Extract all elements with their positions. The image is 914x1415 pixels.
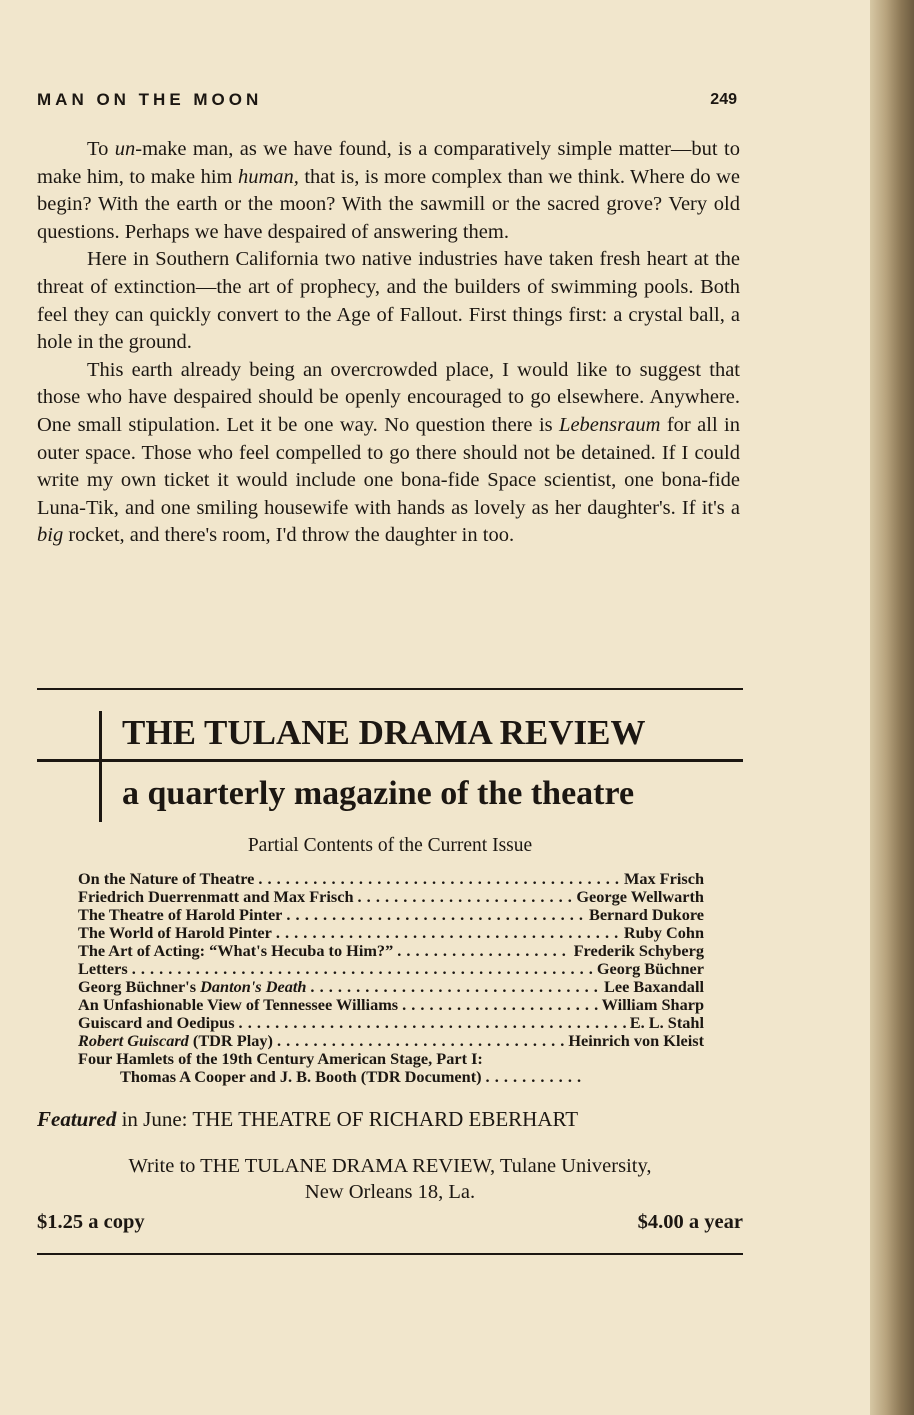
contents-item xyxy=(78,960,704,978)
dot-leader xyxy=(310,978,600,996)
running-head-title: MAN ON THE MOON xyxy=(37,90,263,109)
ad-horizontal-rule xyxy=(37,759,743,762)
price-per-year: $4.00 a year xyxy=(637,1211,743,1233)
featured-line xyxy=(37,1106,743,1132)
contents-item-title xyxy=(78,870,254,888)
italic-text: Lebensraum xyxy=(559,413,661,436)
contents-item-author: Heinrich von Kleist xyxy=(568,1031,704,1050)
italic-text: human, xyxy=(237,165,299,188)
text-run: Here in Southern California two native industries have taken fresh heart at the threat of extinction—the art of prophecy, and the builders of swimming pools. Both feel they can quickly convert to the Age of Fallout. First things first: a crystal ball, a hole in the ground. xyxy=(37,248,740,354)
contents-item xyxy=(78,1014,704,1032)
dot-leader xyxy=(358,888,573,906)
contents-item-author: William Sharp xyxy=(601,995,704,1014)
text-run: -make man, as we have found, is a comparatively simple matter—but to make him, to make him xyxy=(37,138,740,188)
body-text xyxy=(37,136,740,550)
address-line-2: New Orleans 18, La. xyxy=(304,1181,476,1203)
dot-leader xyxy=(276,924,620,942)
body-paragraph xyxy=(37,357,740,550)
dot-leader xyxy=(486,1068,582,1086)
text-run: On the Nature of Theatre xyxy=(78,869,255,888)
address-line-1: Write to THE TULANE DRAMA REVIEW, Tulane University, xyxy=(128,1155,652,1177)
text-run: Friedrich Duerrenmatt and Max Frisch xyxy=(78,887,354,906)
running-head xyxy=(37,88,737,112)
dot-leader xyxy=(402,996,598,1014)
dot-leader xyxy=(258,870,620,888)
text-run: for all in outer space. Those who feel compelled to go there should not be detained. If I could write my own ticket it would include one bona-fide Space scientist, one bona-fide Luna-Tik, and one smiling housewife with hands as lovely as her daughter's. If it's a xyxy=(37,413,741,519)
contents-item-author: Georg Büchner xyxy=(596,959,704,978)
contents-item-title xyxy=(78,960,128,978)
text-run: The Art of Acting: “What's Hecuba to Him?” xyxy=(78,941,394,960)
contents-item-title xyxy=(78,924,272,942)
contents-item-title: Thomas A Cooper and J. B. Booth (TDR Document) xyxy=(120,1067,482,1086)
contents-item xyxy=(78,888,704,906)
contents-item xyxy=(78,978,704,996)
contents-item-title xyxy=(78,906,282,924)
text-run: rocket, and there's room, I'd throw the daughter in too. xyxy=(63,524,515,547)
text-run: The Theatre of Harold Pinter xyxy=(78,905,283,924)
italic-text: Robert Guiscard xyxy=(78,1031,189,1050)
text-run: This earth already being an overcrowded place, I would like to suggest that those who have despaired should be openly encouraged to go elsewhere. Anywhere. One small stipulation. Let it be one way. No question there is xyxy=(37,358,740,436)
text-run: that is, is more complex than we think. Where do we begin? With the earth or the moon? With the sawmill or the sacred grove? Very old questions. Perhaps we have despaired of answering them. xyxy=(37,165,741,243)
ad-vertical-rule xyxy=(99,711,102,822)
contents-item xyxy=(78,924,704,942)
contents-item-continuation xyxy=(78,1068,704,1086)
italic-text: big xyxy=(37,524,64,547)
dot-leader xyxy=(132,960,593,978)
ad-bottom-rule xyxy=(37,1253,743,1255)
italic-text: un xyxy=(114,138,136,160)
dot-leader xyxy=(239,1014,626,1032)
contents-item-title xyxy=(78,996,398,1014)
featured-text: in June: THE THEATRE OF RICHARD EBERHART xyxy=(116,1107,579,1131)
ad-top-rule xyxy=(37,688,743,690)
contents-item-title xyxy=(78,1014,235,1032)
dot-leader xyxy=(277,1032,564,1050)
contents-list xyxy=(78,870,704,1086)
contents-item-author: George Wellwarth xyxy=(576,887,704,906)
ad-title: THE TULANE DRAMA REVIEW xyxy=(122,713,646,752)
page-number: 249 xyxy=(710,91,737,108)
dot-leader xyxy=(397,942,569,960)
contents-item-author: E. L. Stahl xyxy=(629,1013,704,1032)
contents-item xyxy=(78,906,704,924)
text-run: Letters xyxy=(78,959,128,978)
contents-item-author: Ruby Cohn xyxy=(623,923,704,942)
contents-item-author: Bernard Dukore xyxy=(588,905,704,924)
price-per-copy: $1.25 a copy xyxy=(37,1211,145,1233)
text-run: To xyxy=(87,138,115,160)
page-edge-shadow xyxy=(870,0,914,1415)
text-run: (TDR Play) xyxy=(188,1031,273,1050)
contents-item-title xyxy=(78,888,354,906)
body-paragraph xyxy=(37,246,740,356)
contents-item xyxy=(78,1032,704,1050)
dot-leader xyxy=(286,906,585,924)
contents-item-author: Frederik Schyberg xyxy=(573,941,704,960)
body-paragraph xyxy=(37,136,740,246)
featured-label: Featured xyxy=(37,1107,117,1131)
contents-item-multiline: Four Hamlets of the 19th Century American Stage, Part I: xyxy=(78,1049,483,1068)
contents-item-title xyxy=(78,978,306,996)
contents-item-title xyxy=(78,1032,273,1050)
subscription-address xyxy=(37,1153,743,1205)
contents-item xyxy=(78,942,704,960)
text-run: An Unfashionable View of Tennessee Williams xyxy=(78,995,399,1014)
contents-item xyxy=(78,996,704,1014)
prices xyxy=(37,1210,743,1234)
text-run: Georg Büchner's xyxy=(78,977,201,996)
contents-item xyxy=(78,870,704,888)
contents-item-title xyxy=(78,942,393,960)
italic-text: Danton's Death xyxy=(200,977,307,996)
contents-item-author: Lee Baxandall xyxy=(604,977,704,996)
text-run: Guiscard and Oedipus xyxy=(78,1013,235,1032)
contents-heading: Partial Contents of the Current Issue xyxy=(247,835,533,856)
contents-item-author: Max Frisch xyxy=(623,869,704,888)
ad-subtitle: a quarterly magazine of the theatre xyxy=(122,775,635,812)
text-run: The World of Harold Pinter xyxy=(78,923,272,942)
